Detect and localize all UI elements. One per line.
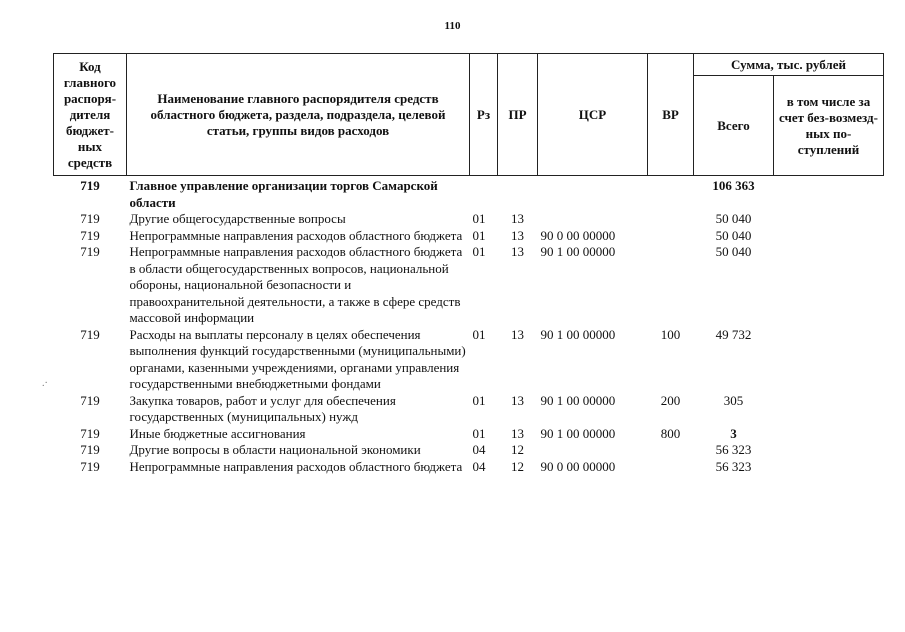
header-sum: Сумма, тыс. рублей (694, 54, 884, 76)
table-row (54, 211, 884, 228)
cell-incl (774, 228, 884, 245)
cell-vr (648, 176, 694, 212)
cell-total: 305 (723, 392, 744, 408)
cell-pr: 13 (511, 211, 524, 226)
cell-total: 56 323 (715, 458, 752, 474)
cell-incl (774, 426, 884, 443)
cell-total: 50 040 (715, 244, 752, 259)
cell-vr: 200 (660, 392, 681, 408)
table-row (54, 228, 884, 245)
table-row (54, 327, 884, 393)
cell-name: Расходы на выплаты персоналу в целях обеспечения выполнения функций государственными (муниципальными) органами, казенными учреждениями, органами управления государственными внебюджетными фондами (129, 326, 466, 391)
cell-total: 50 040 (715, 227, 752, 243)
cell-total: 56 323 (715, 442, 752, 457)
cell-rz: 04 (472, 442, 486, 457)
cell-csr (538, 176, 648, 212)
cell-code: 719 (80, 227, 100, 243)
cell-incl (774, 393, 884, 426)
cell-pr: 12 (511, 442, 524, 457)
cell-vr (648, 211, 694, 228)
cell-csr (538, 211, 648, 228)
cell-csr: 90 1 00 00000 (540, 326, 616, 342)
cell-code: 719 (80, 211, 100, 226)
cell-name: Непрограммные направления расходов областного бюджета (129, 227, 463, 243)
cell-incl (774, 327, 884, 393)
table-header (54, 54, 884, 176)
cell-rz: 01 (472, 211, 486, 226)
cell-code: 719 (80, 458, 100, 474)
table-row (54, 176, 884, 212)
cell-name: Иные бюджетные ассигнования (129, 425, 306, 441)
cell-rz: 04 (472, 458, 486, 474)
cell-incl (774, 244, 884, 327)
cell-rz: 01 (472, 244, 486, 259)
header-vr: ВР (648, 54, 694, 176)
cell-incl (774, 176, 884, 212)
cell-vr (648, 228, 694, 245)
cell-rz: 01 (472, 425, 486, 441)
header-pr: ПР (498, 54, 538, 176)
cell-total: 49 732 (715, 326, 752, 342)
cell-name: Другие вопросы в области национальной экономики (129, 442, 421, 457)
header-name: Наименование главного распорядителя средств областного бюджета, раздела, подраздела, целевой статьи, группы видов расходов (127, 54, 470, 176)
cell-csr: 90 1 00 00000 (540, 392, 616, 408)
page-number: 110 (444, 20, 461, 32)
header-csr: ЦСР (538, 54, 648, 176)
cell-rz: 01 (472, 392, 486, 408)
cell-code: 719 (80, 425, 100, 441)
cell-pr: 13 (511, 244, 524, 259)
cell-name: Главное управление организации торгов Самарской области (129, 178, 438, 210)
table-row (54, 426, 884, 443)
cell-vr (648, 442, 694, 459)
cell-name: Другие общегосударственные вопросы (129, 211, 346, 226)
cell-vr: 100 (660, 326, 681, 342)
table-row (54, 459, 884, 476)
cell-code: 719 (80, 244, 100, 259)
cell-csr (538, 442, 648, 459)
table-row (54, 393, 884, 426)
cell-name: Непрограммные направления расходов областного бюджета в области общегосударственных вопросов, национальной обороны, национальной безопасности и правоохранительной деятельности, а также в сфере средств массовой информации (129, 244, 463, 325)
cell-csr: 90 0 00 00000 (540, 458, 616, 474)
cell-name: Закупка товаров, работ и услуг для обеспечения государственных (муниципальных) нужд (129, 392, 396, 424)
cell-pr: 12 (511, 458, 524, 474)
header-rz: Рз (470, 54, 498, 176)
table-row (54, 442, 884, 459)
cell-rz: 01 (472, 227, 486, 243)
scan-mark: .· (42, 378, 48, 389)
table-row (54, 244, 884, 327)
cell-total: 50 040 (715, 211, 752, 226)
cell-code: 719 (80, 442, 100, 457)
table-body (54, 176, 884, 476)
cell-rz (470, 176, 498, 212)
cell-csr: 90 1 00 00000 (540, 244, 616, 259)
cell-code: 719 (80, 392, 100, 408)
cell-vr (648, 244, 694, 327)
cell-csr: 90 1 00 00000 (540, 425, 616, 441)
cell-code: 719 (80, 326, 100, 342)
cell-pr: 13 (511, 227, 524, 243)
cell-vr (648, 459, 694, 476)
header-code: Код главного распоря-дителя бюджет-ных средств (54, 54, 127, 176)
cell-vr: 800 (660, 425, 681, 441)
cell-pr (498, 176, 538, 212)
cell-incl (774, 459, 884, 476)
cell-name: Непрограммные направления расходов областного бюджета (129, 458, 463, 474)
cell-code: 719 (80, 178, 100, 193)
cell-total: 3 (730, 425, 737, 441)
cell-rz: 01 (472, 326, 486, 342)
cell-csr: 90 0 00 00000 (540, 227, 616, 243)
cell-pr: 13 (511, 326, 524, 342)
cell-pr: 13 (511, 392, 524, 408)
cell-incl (774, 442, 884, 459)
cell-pr: 13 (511, 425, 524, 441)
cell-incl (774, 211, 884, 228)
cell-total: 106 363 (712, 178, 755, 193)
header-total: Всего (694, 76, 774, 176)
header-incl: в том числе за счет без-возмезд-ных по-ступлений (774, 76, 884, 176)
budget-table (53, 53, 884, 475)
